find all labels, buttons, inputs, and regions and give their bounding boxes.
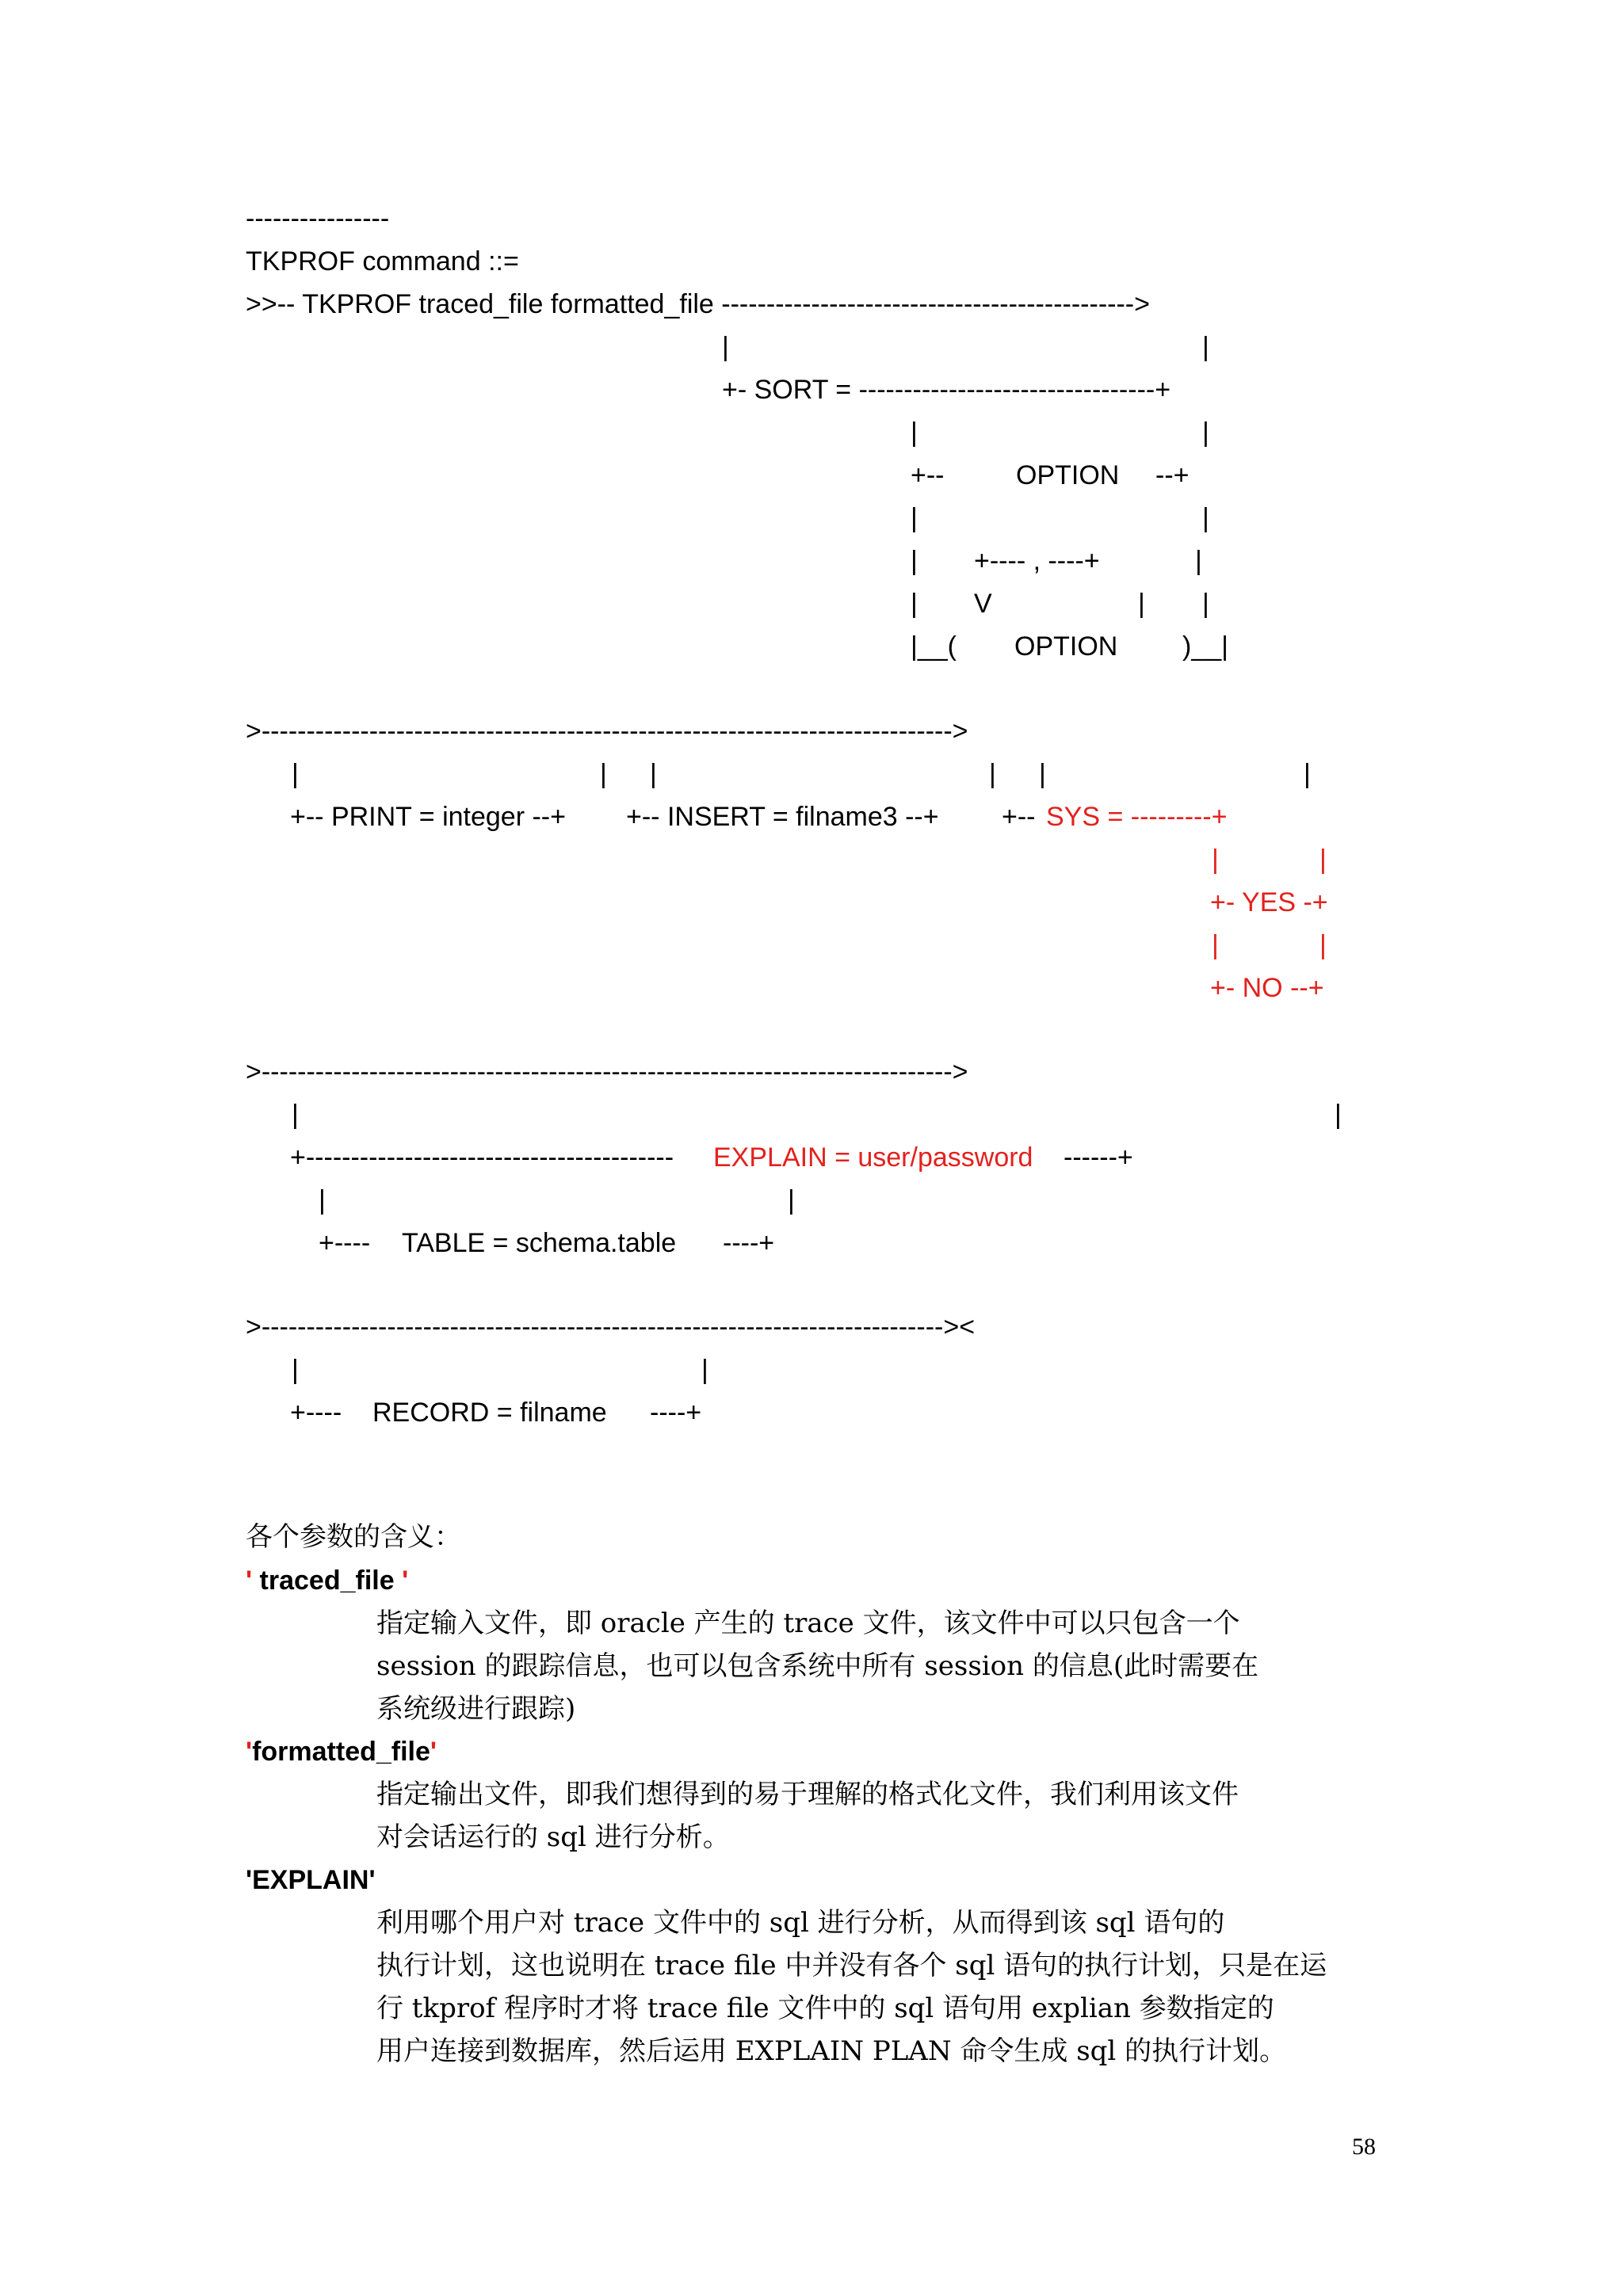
param-description-line: 执行计划，这也说明在 trace file 中并没有各个 sql 语句的执行计划，只是在运 (376, 1950, 1327, 1981)
diagram-bar: | (701, 1355, 708, 1385)
option-label: OPTION (1014, 631, 1118, 662)
diagram-bar: | (911, 503, 918, 533)
diagram-branch: +----------------------------------------- (290, 1142, 674, 1173)
page-number: 58 (1352, 2134, 1376, 2160)
diagram-branch: +---- (319, 1228, 371, 1258)
diagram-bar: | (1202, 332, 1209, 362)
diagram-branch: ----+ (723, 1228, 775, 1258)
quote-mark: ' (430, 1737, 437, 1767)
diagram-bar: | (319, 1185, 326, 1215)
diagram-bar: | (1039, 759, 1046, 789)
explain-option: EXPLAIN = user/password (713, 1142, 1033, 1173)
quote-mark: ' (394, 1566, 409, 1596)
diagram-bar: | (1304, 759, 1311, 789)
param-description-line: 指定输入文件，即 oracle 产生的 trace 文件，该文件中可以只包含一个 (376, 1608, 1240, 1639)
print-option: +-- PRINT = integer --+ (290, 802, 566, 832)
syntax-continuation-line: >-----------------------------------------------------------------------------> (246, 716, 968, 746)
diagram-bar: | (1195, 546, 1202, 576)
diagram-branch: )__| (1182, 631, 1228, 662)
diagram-branch: ----+ (650, 1398, 702, 1428)
diagram-bar: | (911, 418, 918, 448)
param-description-line: session 的跟踪信息，也可以包含系统中所有 session 的信息(此时需要在 (376, 1650, 1259, 1682)
syntax-title: TKPROF command ::= (246, 246, 519, 277)
param-name-formatted-file (246, 1736, 437, 1768)
diagram-branch: +---- (290, 1398, 342, 1428)
diagram-bar: | (1138, 589, 1145, 619)
diagram-bar: | (650, 759, 657, 789)
param-name-explain: 'EXPLAIN' (246, 1865, 376, 1895)
param-description-line: 系统级进行跟踪) (376, 1693, 576, 1725)
sys-option: SYS = ---------+ (1046, 802, 1228, 832)
sys-yes-option: +- YES -+ (1210, 887, 1328, 917)
diagram-branch: +-- (1002, 802, 1043, 832)
diagram-bar: | (911, 546, 918, 576)
diagram-bar: | (292, 759, 299, 789)
param-name-text: formatted_file (252, 1737, 430, 1767)
param-description-line: 指定输出文件，即我们想得到的易于理解的格式化文件，我们利用该文件 (376, 1779, 1239, 1810)
insert-option: +-- INSERT = filname3 --+ (626, 802, 939, 832)
diagram-bar: | (1319, 845, 1327, 875)
syntax-end-line: >---------------------------------------------------------------------------->< (246, 1312, 976, 1342)
syntax-main-line: >>-- TKPROF traced_file formatted_file ----------------------------------------------> (246, 289, 1150, 319)
sort-option-line: +- SORT = ---------------------------------+ (722, 375, 1171, 405)
diagram-bar: | (292, 1355, 299, 1385)
param-name-text: traced_file (259, 1566, 395, 1596)
diagram-bar: | (989, 759, 996, 789)
diagram-branch: |__( (911, 631, 957, 662)
diagram-bar: | (1335, 1100, 1342, 1130)
diagram-bar: | (1202, 589, 1209, 619)
diagram-bar: | (1202, 418, 1209, 448)
diagram-bar: | (788, 1185, 795, 1215)
diagram-bar: | (722, 332, 729, 362)
option-label: OPTION (1016, 460, 1120, 490)
params-heading: 各个参数的含义： (246, 1521, 461, 1553)
comma-loop: +---- , ----+ (974, 546, 1100, 576)
diagram-bar: | (1319, 930, 1327, 960)
diagram-bar: | (911, 589, 918, 619)
diagram-branch: +-- (911, 460, 945, 490)
quote-mark: ' (246, 1737, 253, 1767)
param-description-line: 行 tkprof 程序时才将 trace file 文件中的 sql 语句用 explian 参数指定的 (376, 1993, 1274, 2024)
syntax-continuation-line: >-----------------------------------------------------------------------------> (246, 1057, 968, 1087)
diagram-branch: --+ (1155, 460, 1190, 490)
diagram-bar: | (1212, 930, 1219, 960)
param-name-traced-file (246, 1565, 408, 1596)
record-option: RECORD = filname (372, 1398, 607, 1428)
diagram-bar: | (1202, 503, 1209, 533)
table-option: TABLE = schema.table (402, 1228, 677, 1258)
loop-arrow: V (974, 589, 992, 619)
param-description-line: 利用哪个用户对 trace 文件中的 sql 进行分析，从而得到该 sql 语句的 (376, 1907, 1225, 1939)
sys-no-option: +- NO --+ (1210, 973, 1324, 1003)
param-description-line: 对会话运行的 sql 进行分析。 (376, 1821, 730, 1853)
diagram-bar: | (292, 1100, 299, 1130)
param-description-line: 用户连接到数据库，然后运用 EXPLAIN PLAN 命令生成 sql 的执行计划。 (376, 2035, 1287, 2067)
diagram-bar: | (1212, 845, 1219, 875)
diagram-bar: | (600, 759, 607, 789)
diagram-branch: ------+ (1064, 1142, 1133, 1173)
quote-mark: ' (246, 1566, 260, 1596)
dashed-rule: ---------------- (246, 204, 390, 234)
